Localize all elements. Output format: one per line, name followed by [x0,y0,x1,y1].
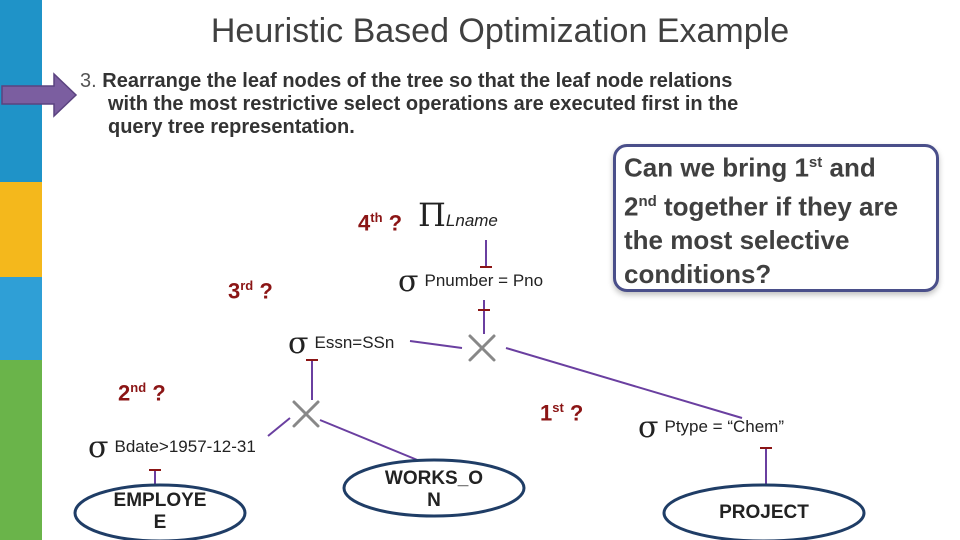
select-pno-condition: Pnumber = Pno [424,270,544,290]
callout-line1-end: and [822,152,876,183]
callout-sup: st [808,154,823,171]
bullet-text-line3: query tree representation. [108,116,355,138]
edge-join2-to-bdate [268,418,290,436]
relation-project-label: PROJECT [719,502,809,523]
callout-line2-end: together if they are [656,191,899,222]
callout-sup: nd [638,192,657,210]
sigma-icon: σ [398,264,419,299]
callout-line1: Can we bring 1 [624,152,809,183]
bullet-text-line1: Rearrange the leaf nodes of the tree so that the leaf node relations [102,70,733,92]
pi-icon: Π [418,196,446,234]
select-pno-node [398,264,543,299]
sigma-icon: σ [88,430,109,465]
relation-employee-line2: E [153,512,167,533]
label-second: 2nd ? [118,380,166,406]
select-bdate-condition: Bdate>1957-12-31 [114,436,256,456]
label-fourth: 4th ? [358,210,403,236]
select-essn-condition: Essn=SSn [314,332,395,352]
relation-project [704,502,824,524]
callout-line2: 2 [624,191,639,222]
label-first: 1st ? [540,400,584,426]
bullet-number: 3. [80,70,97,92]
slide-title: Heuristic Based Optimization Example [210,12,790,50]
sigma-icon: σ [288,326,309,361]
relation-employee [100,490,220,534]
select-bdate-node [88,430,256,465]
join-cross-icon [294,402,318,426]
relation-works-on-line2: N [427,490,441,511]
select-ptype-node [638,410,784,445]
callout-line3: the most selective [624,225,850,256]
relation-works-on [374,468,494,512]
relation-works-on-line1: WORKS_O [384,468,484,489]
callout-line4: conditions? [624,259,772,290]
bullet-text-line2: with the most restrictive select operations are executed first in the [108,93,739,115]
sigma-icon: σ [638,410,659,445]
pointer-arrow-icon [2,74,76,116]
select-essn-node [288,326,394,361]
relation-employee-line1: EMPLOYE [113,490,207,511]
join-cross-icon [470,336,494,360]
project-attribute: Lname [445,211,498,230]
callout-text [624,146,934,291]
bullet-point [80,70,880,139]
select-ptype-condition: Ptype = “Chem” [664,416,784,436]
edge-join1-to-essn [410,341,462,348]
project-node [418,196,498,234]
label-third: 3rd ? [228,278,273,304]
